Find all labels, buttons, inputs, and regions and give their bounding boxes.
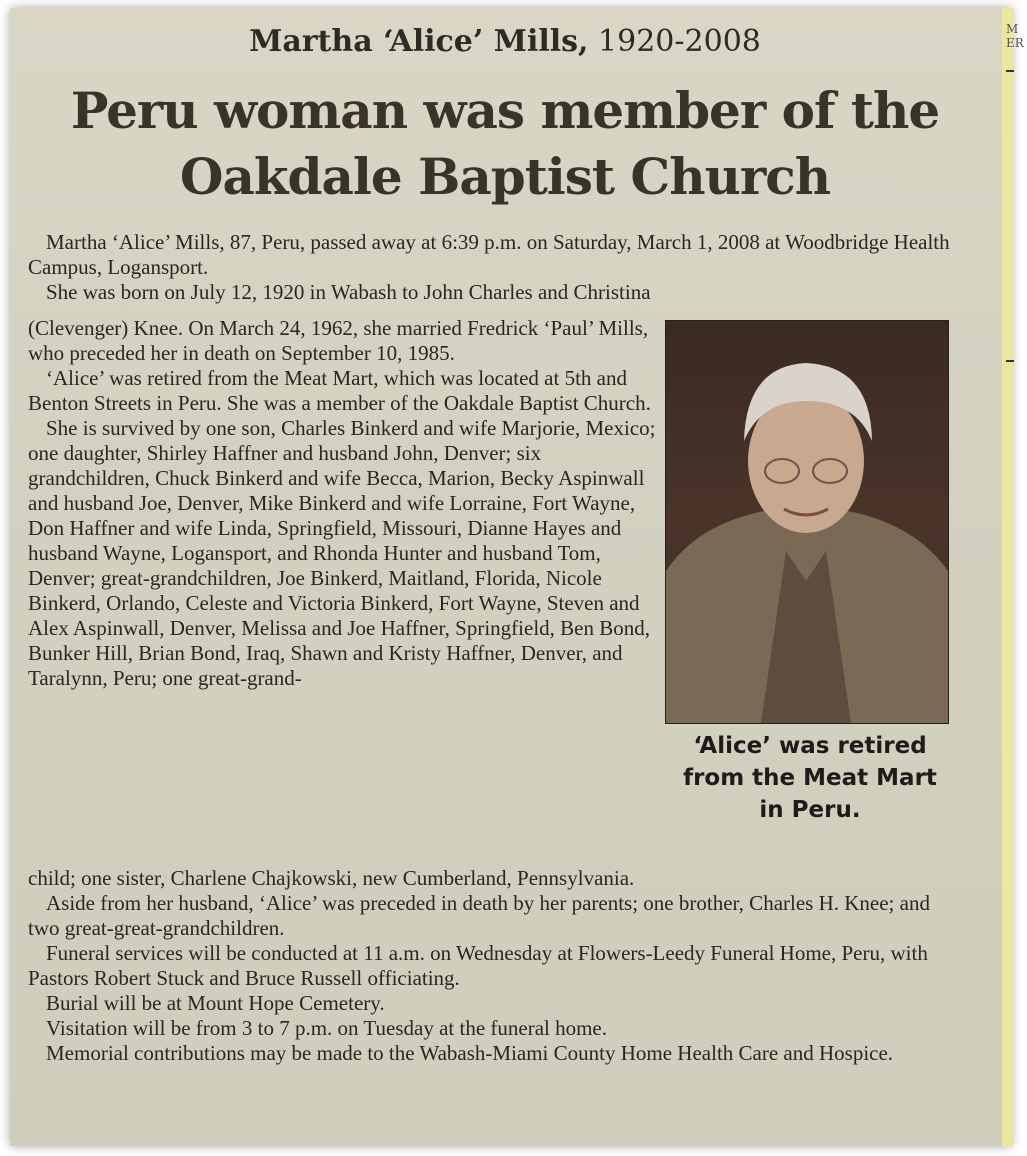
deceased-name: Martha ‘Alice’ Mills, xyxy=(249,24,589,59)
tail-paragraph-1: child; one sister, Charlene Chajkowski, new Cumberland, Pennsylvania. xyxy=(28,866,635,890)
column-paragraph-3: She is survived by one son, Charles Binkerd and wife Marjorie, Mexico; one daughter, Shirley Haffner and husband John, Denver; six grandchildren, Chuck Binkerd and wife Becca, Marion, Becky Aspinwall and husband Joe, Denver, Mike Binkerd and wife Lorraine, Fort Wayne, Don Haffner and wife Linda, Springfield, Missouri, Dianne Hayes and husband Wayne, Logansport, and Rhonda Hunter and husband Tom, Denver; great-grandchildren, Joe Binkerd, Maitland, Florida, Nicole Binkerd, Orlando, Celeste and Victoria Binkerd, Fort Wayne, Steven and Alex Aspinwall, Denver, Melissa and Joe Haffner, Springfield, Ben Bond, Bunker Hill, Brian Bond, Iraq, Shawn and Kristy Haffner, Denver, and Taralynn, Peru; one great-grand- xyxy=(28,416,656,690)
edge-fragment-text: M ER xyxy=(1006,22,1024,50)
obituary-name-line xyxy=(10,24,1000,59)
tail-paragraph-5: Visitation will be from 3 to 7 p.m. on Tuesday at the funeral home. xyxy=(46,1016,608,1040)
column-paragraph-2: ‘Alice’ was retired from the Meat Mart, which was located at 5th and Benton Streets in Peru. She was a member of the Oakdale Baptist Church. xyxy=(28,366,651,415)
tail-paragraph-6: Memorial contributions may be made to the Wabash-Miami County Home Health Care and Hospice. xyxy=(46,1041,894,1065)
caption-line-1: ‘Alice’ was retired xyxy=(693,733,927,759)
intro-text xyxy=(28,230,956,305)
edge-rule xyxy=(1006,360,1014,362)
headline-line-2: Oakdale Baptist Church xyxy=(179,147,831,206)
portrait-photo xyxy=(665,320,949,724)
caption-line-2: from the Meat Mart xyxy=(683,765,937,791)
column-paragraph-1: (Clevenger) Knee. On March 24, 1962, she married Fredrick ‘Paul’ Mills, who preceded her in death on September 10, 1985. xyxy=(28,316,649,365)
tail-paragraph-2: Aside from her husband, ‘Alice’ was preceded in death by her parents; one brother, Charles H. Knee; and two great-great-grandchildren. xyxy=(28,891,930,940)
intro-paragraph-2: She was born on July 12, 1920 in Wabash to John Charles and Christina xyxy=(46,280,651,304)
caption-line-3: in Peru. xyxy=(759,797,861,823)
edge-rule xyxy=(1006,70,1014,72)
intro-paragraph-1: Martha ‘Alice’ Mills, 87, Peru, passed away at 6:39 p.m. on Saturday, March 1, 2008 at Woodbridge Health Campus, Logansport. xyxy=(28,230,950,279)
headline xyxy=(40,78,970,210)
tail-paragraph-3: Funeral services will be conducted at 11 a.m. on Wednesday at Flowers-Leedy Funeral Home, Peru, with Pastors Robert Stuck and Bruce Russell officiating. xyxy=(28,941,928,990)
tail-paragraph-4: Burial will be at Mount Hope Cemetery. xyxy=(46,991,385,1015)
tail-text xyxy=(28,866,956,1066)
photo-caption xyxy=(670,730,950,826)
portrait-illustration xyxy=(666,321,948,723)
newspaper-clipping xyxy=(10,8,1024,1146)
column-text xyxy=(28,316,660,691)
adjacent-page-edge xyxy=(1002,8,1014,1146)
life-years: 1920-2008 xyxy=(598,24,761,59)
headline-line-1: Peru woman was member of the xyxy=(70,81,940,140)
